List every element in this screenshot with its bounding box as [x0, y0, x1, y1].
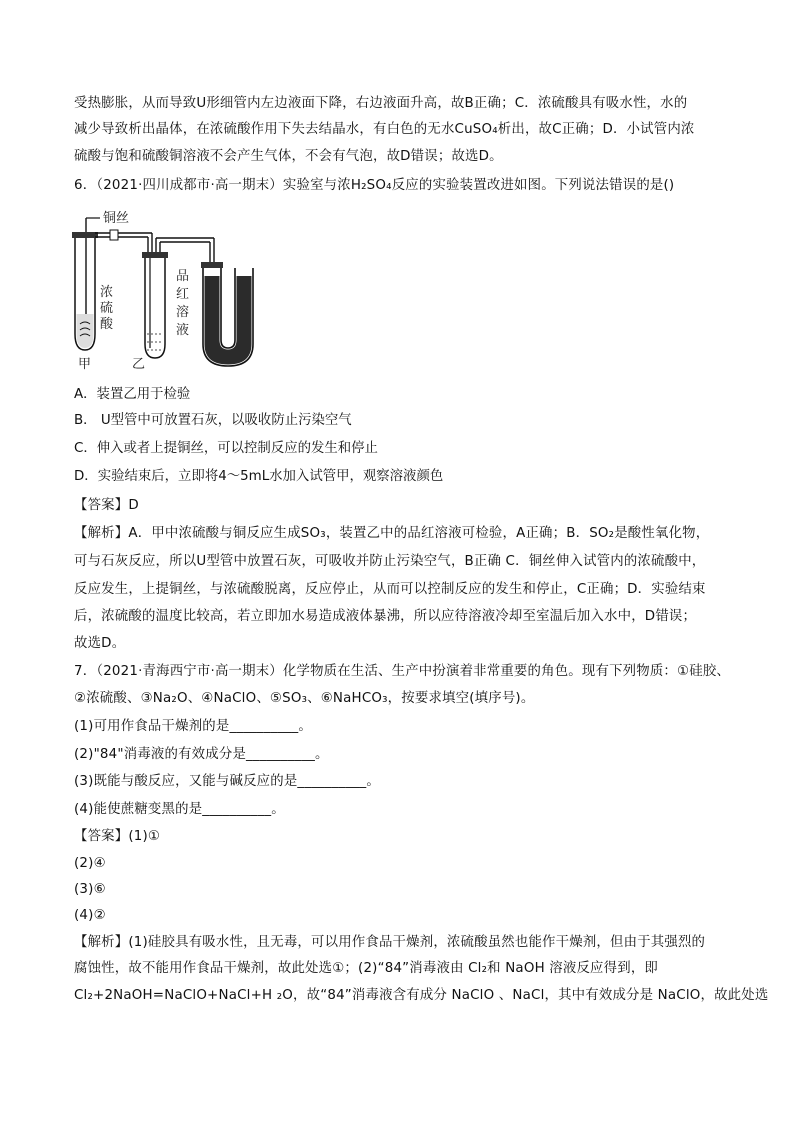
acid-char-2: 硫 [100, 301, 114, 316]
apparatus-figure [70, 206, 270, 378]
prev-explain-line-3: 硫酸与饱和硫酸铜溶液不会产生气体，不会有气泡，故D错误；故选D。 [74, 149, 503, 164]
q6-option-c: C．伸入或者上提铜丝，可以控制反应的发生和停止 [74, 441, 378, 456]
q6-analysis-line-3: 反应发生，上提铜丝，与浓硫酸脱离，反应停止，从而可以控制反应的发生和停止，C正确；D．实验结束 [74, 582, 706, 597]
q7-question-1: (1)可用作食品干燥剂的是__________。 [74, 719, 313, 734]
q6-analysis-line-4: 后，浓硫酸的温度比较高，若立即加水易造成液体暴沸，所以应待溶液冷却至室温后加入水中，D错误； [74, 609, 697, 624]
apparatus-diagram [70, 206, 270, 378]
pinhong-char-1: 品 [176, 269, 190, 284]
q7-answer-1: 【答案】(1)① [74, 829, 161, 844]
q6-analysis-line-5: 故选D。 [74, 636, 126, 651]
tube-yi-label: 乙 [132, 357, 146, 372]
q7-analysis-line-3: Cl₂+2NaOH=NaClO+NaCl+H ₂O，故“84”消毒液含有成分 NaClO 、NaCl，其中有效成分是 NaClO，故此处选 [74, 988, 769, 1003]
prev-explain-line-1: 受热膨胀，从而导致U形细管内左边液面下降，右边液面升高，故B正确；C．浓硫酸具有吸水性，水的 [74, 96, 688, 111]
q6-analysis-line-1: 【解析】A．甲中浓硫酸与铜反应生成SO₃，装置乙中的品红溶液可检验，A正确；B．SO₂是酸性氧化物， [74, 526, 710, 541]
pinhong-char-4: 液 [176, 323, 190, 338]
q7-stem-line-1: 7．（2021·青海西宁市·高一期末）化学物质在生活、生产中扮演着非常重要的角色。现有下列物质：①硅胶、 [74, 664, 730, 679]
q7-answer-4: (4)② [74, 908, 106, 923]
q6-answer: 【答案】D [74, 498, 139, 513]
q6-option-b: B． U型管中可放置石灰，以吸收防止污染空气 [74, 413, 352, 428]
q6-option-d: D．实验结束后，立即将4～5mL水加入试管甲，观察溶液颜色 [74, 469, 444, 484]
q7-answer-2: (2)④ [74, 856, 106, 871]
copper-wire-label: 铜丝 [103, 211, 130, 226]
q7-answer-3: (3)⑥ [74, 882, 106, 897]
q6-option-a: A．装置乙用于检验 [74, 387, 191, 402]
q7-analysis-line-1: 【解析】(1)硅胶具有吸水性，且无毒，可以用作食品干燥剂，浓硫酸虽然也能作干燥剂，但由于其强烈的 [74, 935, 706, 950]
q7-stem-line-2: ②浓硫酸、③Na₂O、④NaClO、⑤SO₃、⑥NaHCO₃，按要求填空(填序号)。 [74, 691, 535, 706]
tube-jia-label: 甲 [78, 357, 92, 372]
q7-question-2: (2)"84"消毒液的有效成分是__________。 [74, 747, 329, 762]
pinhong-char-2: 红 [176, 287, 190, 302]
q7-analysis-line-2: 腐蚀性，故不能用作食品干燥剂，故此处选①；(2)“84”消毒液由 Cl₂和 NaOH 溶液反应得到，即 [74, 961, 659, 976]
q6-stem: 6．（2021·四川成都市·高一期末）实验室与浓H₂SO₄反应的实验装置改进如图。下列说法错误的是() [74, 178, 675, 193]
q6-analysis-line-2: 可与石灰反应，所以U型管中放置石灰，可吸收并防止污染空气，B正确 C．铜丝伸入试管内的浓硫酸中， [74, 554, 706, 569]
acid-char-1: 浓 [100, 285, 114, 300]
q7-question-3: (3)既能与酸反应，又能与碱反应的是__________。 [74, 774, 380, 789]
pinhong-char-3: 溶 [176, 305, 190, 320]
prev-explain-line-2: 减少导致析出晶体，在浓硫酸作用下失去结晶水，有白色的无水CuSO₄析出，故C正确；D．小试管内浓 [74, 122, 695, 137]
acid-char-3: 酸 [100, 317, 114, 332]
q7-question-4: (4)能使蔗糖变黑的是__________。 [74, 802, 285, 817]
